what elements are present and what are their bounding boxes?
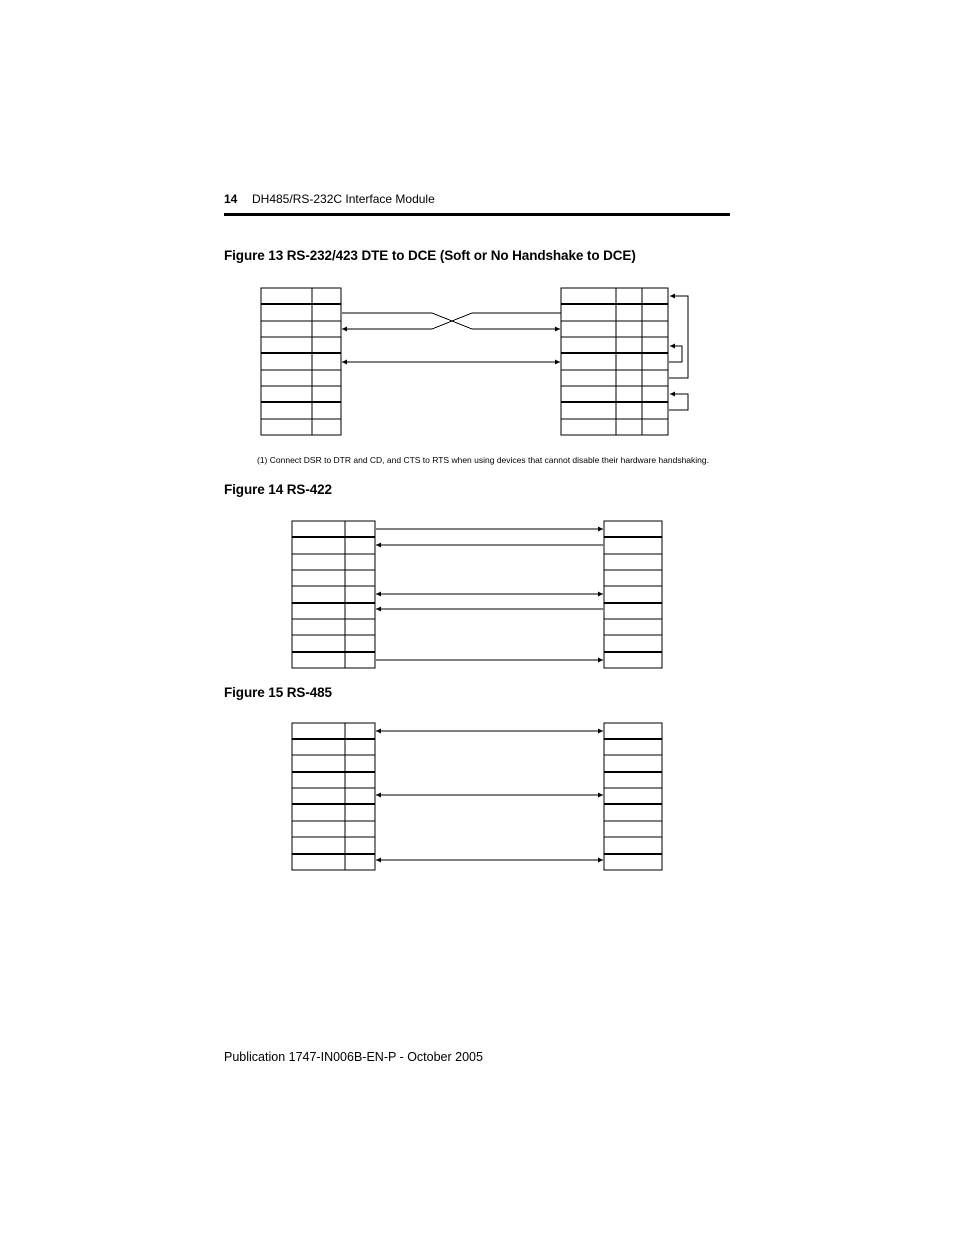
- rs485-wires: [376, 731, 603, 860]
- dce-connector-table: [561, 288, 668, 435]
- rs422-wires: [376, 529, 603, 660]
- rs485-left-table: [292, 723, 375, 870]
- running-header-title: DH485/RS-232C Interface Module: [252, 192, 435, 206]
- figure-15-title: Figure 15 RS-485: [224, 685, 332, 700]
- figure-13-footnote: (1) Connect DSR to DTR and CD, and CTS to RTS when using devices that cannot disable their hardware handshaking.: [257, 455, 709, 465]
- figure-14-title: Figure 14 RS-422: [224, 482, 332, 497]
- rs422-right-table: [604, 521, 662, 668]
- crossover-wires: [342, 313, 561, 329]
- figure-15-wiring-diagram: [0, 716, 954, 876]
- rs422-left-table: [292, 521, 375, 668]
- figure-14-wiring-diagram: [0, 515, 954, 675]
- publication-footer: Publication 1747-IN006B-EN-P - October 2005: [224, 1050, 483, 1064]
- figure-13-wiring-diagram: [0, 280, 954, 445]
- header-rule: [224, 213, 730, 216]
- handshake-jumpers: [669, 296, 688, 410]
- page-number: 14: [224, 192, 238, 206]
- rs485-right-table: [604, 723, 662, 870]
- dte-connector-table: [261, 288, 341, 435]
- figure-13-title: Figure 13 RS-232/423 DTE to DCE (Soft or No Handshake to DCE): [224, 248, 636, 263]
